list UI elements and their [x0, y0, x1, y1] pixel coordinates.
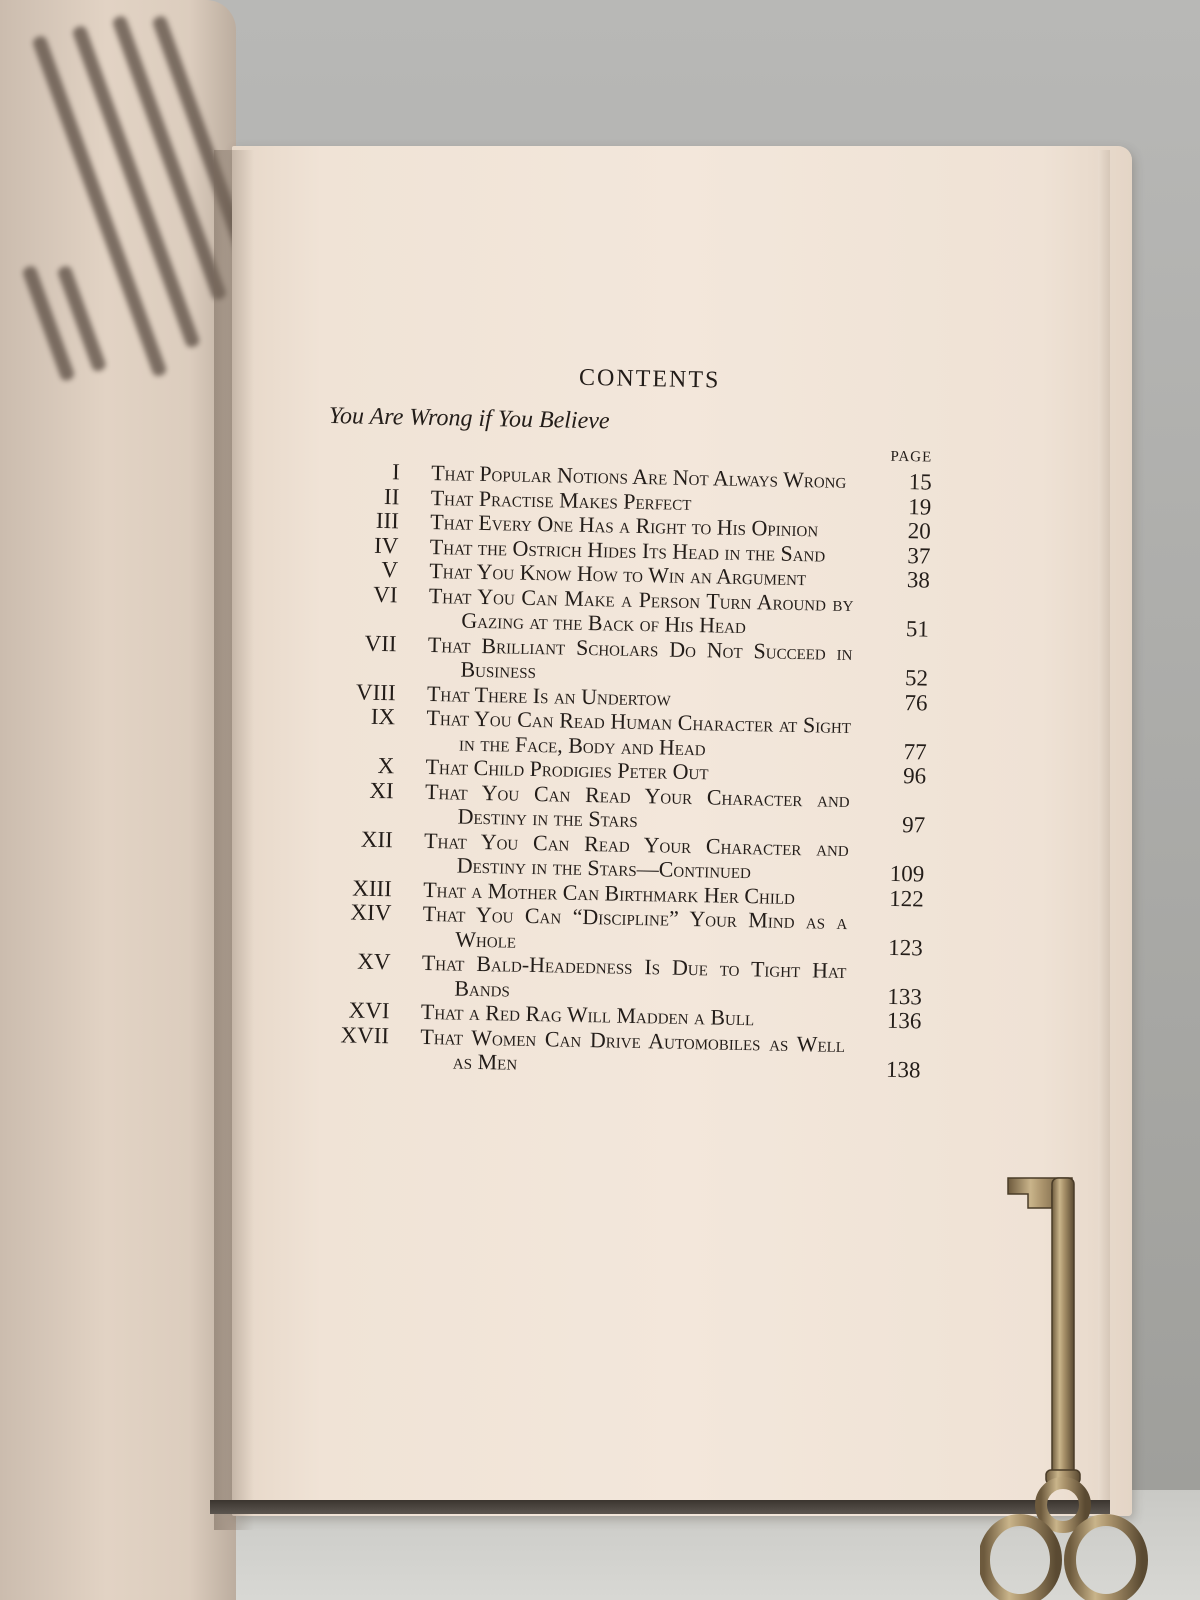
chapter-title: That Every One Has a Right to His Opinion	[430, 508, 819, 542]
chapter-page-number: 97	[901, 812, 926, 838]
chapter-title: That Practise Makes Perfect	[430, 484, 692, 515]
chapter-page-number: 15	[908, 469, 933, 495]
contents-subtitle: You Are Wrong if You Believe	[328, 402, 610, 435]
chapter-numeral: X	[377, 752, 395, 779]
chapter-page-number: 138	[885, 1056, 921, 1083]
chapter-page-number: 136	[886, 1007, 922, 1034]
chapter-title: That You Can Read Human Character at Sight in the Face, Body and Head	[426, 704, 852, 760]
contents-heading: CONTENTS	[578, 364, 721, 394]
chapter-numeral: XIII	[352, 875, 393, 901]
chapter-title: That You Can Read Your Character and Destiny in the Stars	[424, 778, 850, 832]
chapter-page-number: 20	[907, 518, 932, 544]
chapter-page-number: 76	[904, 689, 928, 716]
chapter-page-number: 96	[902, 763, 927, 789]
book-bottom-edge	[210, 1500, 1110, 1514]
chapter-numeral: VIII	[355, 679, 396, 705]
chapter-page-number: 123	[888, 934, 924, 960]
chapter-title: That Bald-Headedness Is Due to Tight Hat Bands	[421, 949, 847, 1002]
chapter-page-number: 37	[907, 542, 931, 569]
chapter-numeral: VII	[364, 630, 397, 656]
chapter-page-number: 77	[903, 738, 927, 765]
chapter-page-number: 109	[889, 860, 925, 887]
chapter-title: That the Ostrich Hides Its Head in the Sand	[429, 533, 826, 567]
chapter-numeral: XII	[360, 826, 394, 852]
page-column-header: PAGE	[890, 448, 933, 466]
chapter-title: That Popular Notions Are Not Always Wrong	[431, 459, 847, 493]
chapter-numeral: XVI	[348, 997, 390, 1024]
chapter-numeral: XVII	[340, 1021, 390, 1048]
blurred-preface-text	[18, 10, 218, 430]
chapter-page-number: 52	[904, 665, 929, 691]
chapter-title: That There Is an Undertow	[426, 680, 672, 711]
chapter-numeral: II	[383, 483, 400, 509]
chapter-title: That a Red Rag Will Madden a Bull	[420, 998, 755, 1031]
chapter-title: That a Mother Can Birthmark Her Child	[423, 876, 796, 909]
chapter-title: That Child Prodigies Peter Out	[425, 753, 709, 785]
chapter-title: That You Can Read Your Character and Destiny in the Stars—Continued	[423, 827, 849, 884]
brass-key-icon	[980, 1150, 1150, 1600]
chapter-numeral: VI	[372, 581, 398, 607]
chapter-numeral: XIV	[350, 899, 392, 926]
chapter-title: That You Can Make a Person Turn Around by Gazing at the Back of His Head	[428, 582, 854, 639]
chapter-page-number: 19	[908, 493, 932, 520]
chapter-numeral: V	[381, 557, 399, 583]
chapter-title: That You Know How to Win an Argument	[429, 557, 807, 591]
chapter-numeral: IX	[370, 703, 396, 730]
chapter-numeral: IV	[373, 532, 399, 558]
chapter-numeral: I	[391, 459, 401, 485]
table-of-contents	[316, 360, 950, 1083]
chapter-numeral: XI	[369, 777, 394, 803]
chapter-numeral: III	[375, 507, 400, 534]
chapter-page-number: 122	[889, 885, 925, 911]
book-gutter-shadow	[214, 150, 254, 1530]
chapter-title: That Women Can Drive Automobiles as Well as Men	[420, 1023, 846, 1075]
chapter-numeral: XV	[356, 948, 391, 975]
left-page-blurred	[0, 0, 236, 1600]
contents-entries	[316, 459, 948, 1083]
chapter-page-number: 38	[906, 567, 931, 593]
chapter-title: That Brilliant Scholars Do Not Succeed in Business	[427, 631, 853, 684]
chapter-page-number: 51	[905, 616, 930, 642]
chapter-page-number: 133	[887, 983, 923, 1009]
chapter-title: That You Can “Discipline” Your Mind as a Whole	[422, 900, 848, 953]
